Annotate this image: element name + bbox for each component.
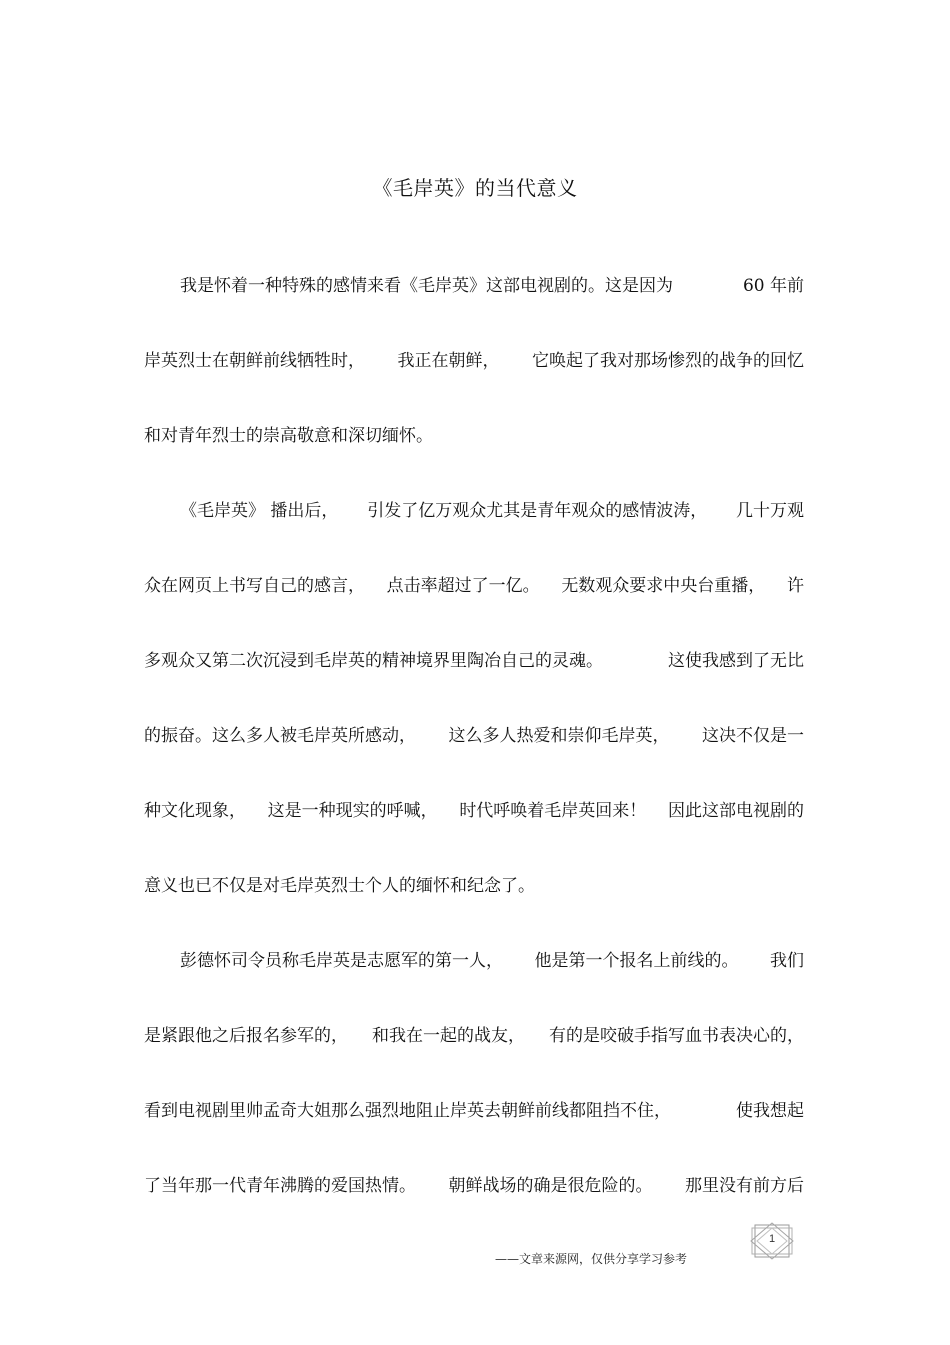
text-segment: 这使我感到了无比 (668, 651, 804, 671)
text-segment: 这么多人热爱和崇仰毛岸英， (448, 726, 670, 746)
text-segment: 的振奋。这么多人被毛岸英所感动， (144, 726, 416, 746)
paragraph-line (144, 1022, 804, 1050)
text-segment: 我正在朝鲜， (397, 351, 500, 371)
paragraph-line (144, 572, 804, 600)
text-segment: 那里没有前方后 (685, 1176, 804, 1196)
text-segment: 时代呼唤着毛岸英回来！ (459, 801, 647, 821)
text-segment: 众在网页上书写自己的感言， (144, 576, 365, 596)
paragraph-line (144, 872, 804, 900)
text-segment: 朝鲜战场的确是很危险的。 (448, 1176, 653, 1196)
text-segment: 我们 (770, 951, 804, 971)
paragraph-line (144, 722, 804, 750)
text-segment: 这是一种现实的呼喊， (267, 801, 438, 821)
source-note: ——文章来源网，仅供分享学习参考 (495, 1252, 688, 1266)
text-segment: 意义也已不仅是对毛岸英烈士个人的缅怀和纪念了。 (144, 876, 535, 896)
text-segment: 这决不仅是一 (702, 726, 804, 746)
paragraph-line (144, 1172, 804, 1200)
text-segment: 因此这部电视剧的 (667, 801, 804, 821)
text-segment: 了当年那一代青年沸腾的爱国热情。 (144, 1176, 416, 1196)
text-segment: 多观众又第二次沉浸到毛岸英的精神境界里陶冶自己的灵魂。 (144, 651, 603, 671)
text-segment: 引发了亿万观众尤其是青年观众的感情波涛， (367, 501, 708, 521)
paragraph-line (180, 497, 804, 525)
text-segment: 和我在一起的战友， (372, 1026, 525, 1046)
text-segment: 60 年前 (742, 276, 804, 296)
text-segment: 几十万观 (736, 501, 804, 521)
text-segment: 无数观众要求中央台重播， (561, 576, 766, 596)
text-segment: 《毛岸英》 播出后， (180, 501, 339, 521)
text-segment: 许 (786, 576, 804, 596)
text-segment: 使我想起 (736, 1101, 804, 1121)
paragraph-line (144, 347, 804, 375)
paragraph-line (144, 647, 804, 675)
paragraph-line (180, 272, 804, 300)
paragraph-line (180, 947, 804, 975)
paragraph-line (144, 1097, 804, 1125)
text-segment: 和对青年烈士的崇高敬意和深切缅怀。 (144, 426, 433, 446)
text-segment: 是紧跟他之后报名参军的， (144, 1026, 348, 1046)
page-number: 1 (768, 1233, 776, 1245)
text-segment: 它唤起了我对那场惨烈的战争的回忆 (532, 351, 804, 371)
paragraph-line (144, 797, 804, 825)
text-segment: 他是第一个报名上前线的。 (534, 951, 739, 971)
text-segment: 我是怀着一种特殊的感情来看《毛岸英》这部电视剧的。这是因为 (180, 276, 673, 296)
text-segment: 彭德怀司令员称毛岸英是志愿军的第一人， (180, 951, 503, 971)
paragraph-line (144, 422, 804, 450)
text-segment: 点击率超过了一亿。 (386, 576, 540, 596)
text-segment: 岸英烈士在朝鲜前线牺牲时， (144, 351, 365, 371)
text-segment: 有的是咬破手指写血书表决心的， (549, 1026, 804, 1046)
text-segment: 种文化现象， (144, 801, 246, 821)
page-title: 《毛岸英》的当代意义 (372, 176, 578, 200)
text-segment: 看到电视剧里帅孟奇大姐那么强烈地阻止岸英去朝鲜前线都阻挡不住， (144, 1101, 671, 1121)
